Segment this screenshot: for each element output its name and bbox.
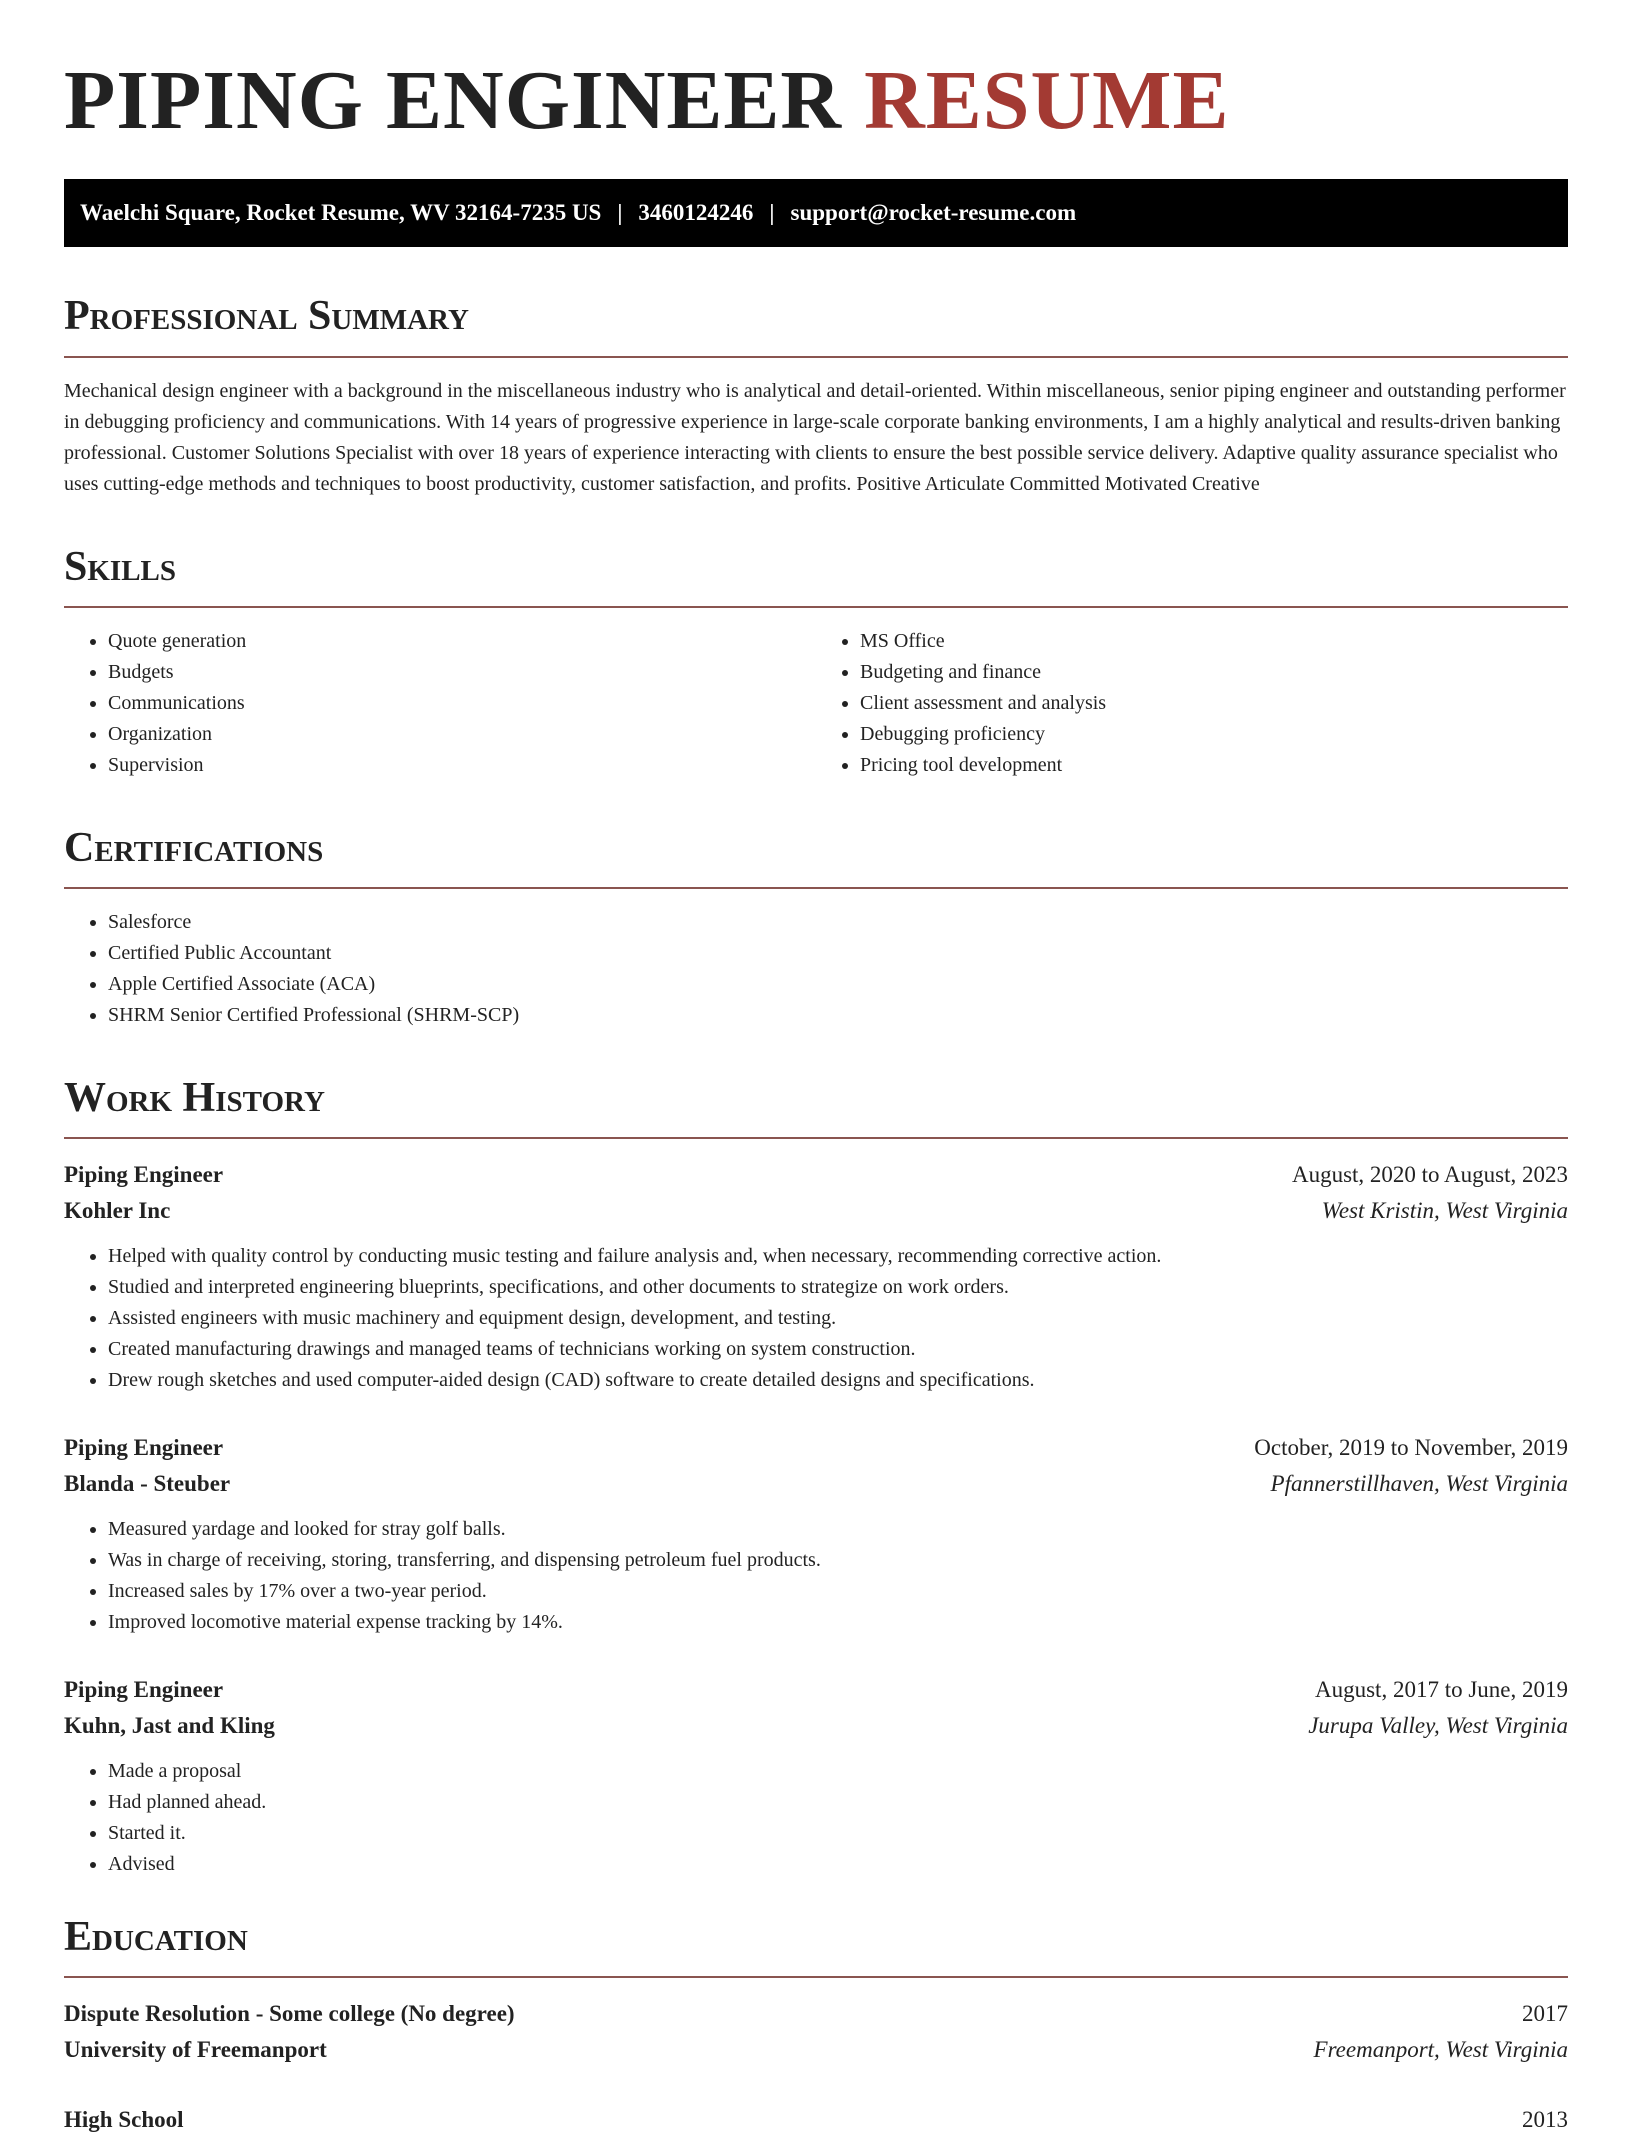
job-bullet: • Advised <box>108 1849 1568 1880</box>
job-bullets <box>64 1756 1568 1880</box>
skill-item: • Pricing tool development <box>860 750 1568 781</box>
certifications-heading: Certifications <box>64 824 324 871</box>
skill-item: • Budgeting and finance <box>860 657 1568 688</box>
job-bullet: • Measured yardage and looked for stray golf balls. <box>108 1514 1568 1545</box>
education-degree: High School <box>64 2107 184 2133</box>
summary-section <box>64 293 1568 499</box>
contact-email[interactable]: support@rocket-resume.com <box>790 200 1077 226</box>
section-divider <box>64 887 1568 889</box>
job-title: Piping Engineer <box>64 1435 224 1461</box>
job-bullet: • Made a proposal <box>108 1756 1568 1787</box>
job-dates: August, 2017 to June, 2019 <box>1315 1677 1568 1703</box>
certification-item: • SHRM Senior Certified Professional (SHRM-SCP) <box>108 1000 1568 1031</box>
skills-list-left <box>64 626 816 781</box>
job-bullet: • Increased sales by 17% over a two-year period. <box>108 1576 1568 1607</box>
education-section <box>64 1914 1568 2138</box>
certification-item: • Salesforce <box>108 907 1568 938</box>
certifications-list <box>64 907 1568 1031</box>
job-location: West Kristin, West Virginia <box>1321 1198 1568 1224</box>
section-divider <box>64 1137 1568 1139</box>
skill-item: • MS Office <box>860 626 1568 657</box>
job-bullet: • Helped with quality control by conducting music testing and failure analysis and, when necessary, recommending corrective action. <box>108 1241 1568 1272</box>
education-heading: Education <box>64 1914 248 1961</box>
certification-item: • Apple Certified Associate (ACA) <box>108 969 1568 1000</box>
job-company: Kohler Inc <box>64 1198 171 1224</box>
job-bullet: • Was in charge of receiving, storing, transferring, and dispensing petroleum fuel products. <box>108 1545 1568 1576</box>
job-bullet: • Drew rough sketches and used computer-aided design (CAD) software to create detailed designs and specifications. <box>108 1365 1568 1396</box>
contact-separator: | <box>769 200 775 226</box>
education-year: 2013 <box>1522 2107 1568 2133</box>
contact-bar <box>64 179 1568 247</box>
job-company: Blanda - Steuber <box>64 1471 231 1497</box>
job-title: Piping Engineer <box>64 1677 224 1703</box>
education-year: 2017 <box>1522 2001 1568 2027</box>
section-divider <box>64 1976 1568 1978</box>
education-degree-row <box>64 2102 1568 2138</box>
job-entry <box>64 1157 1568 1396</box>
job-location: Jurupa Valley, West Virginia <box>1308 1713 1568 1739</box>
certifications-section <box>64 825 1568 1031</box>
job-header-row <box>64 1672 1568 1708</box>
job-entry <box>64 1672 1568 1880</box>
job-bullets <box>64 1514 1568 1638</box>
job-bullet: • Started it. <box>108 1818 1568 1849</box>
skills-list-right <box>816 626 1568 781</box>
job-bullet: • Studied and interpreted engineering blueprints, specifications, and other documents to strategize on work orders. <box>108 1272 1568 1303</box>
skill-item: • Client assessment and analysis <box>860 688 1568 719</box>
skill-item: • Debugging proficiency <box>860 719 1568 750</box>
title-main: PIPING ENGINEER <box>64 54 843 147</box>
job-entry <box>64 1430 1568 1638</box>
job-company-row <box>64 1466 1568 1502</box>
skill-item: • Communications <box>108 688 816 719</box>
education-entry <box>64 1996 1568 2068</box>
work-history-section <box>64 1075 1568 1880</box>
job-dates: October, 2019 to November, 2019 <box>1254 1435 1568 1461</box>
job-header-row <box>64 1430 1568 1466</box>
job-dates: August, 2020 to August, 2023 <box>1291 1162 1568 1188</box>
summary-text: Mechanical design engineer with a background in the miscellaneous industry who is analytical and detail-oriented. Within miscellaneous, senior piping engineer and outstanding performer in debugging proficiency and communications. With 14 years of progressive experience in large-scale corporate banking environments, I am a highly analytical and results-driven banking professional. Customer Solutions Specialist with over 18 years of experience interacting with clients to ensure the best possible service delivery. Adaptive quality assurance specialist who uses cutting-edge methods and techniques to boost productivity, customer satisfaction, and profits. Positive Articulate Committed Motivated Creative <box>64 379 1566 495</box>
job-header-row <box>64 1157 1568 1193</box>
skill-item: • Quote generation <box>108 626 816 657</box>
education-degree-row <box>64 1996 1568 2032</box>
job-location: Pfannerstillhaven, West Virginia <box>1270 1471 1568 1497</box>
contact-address: Waelchi Square, Rocket Resume, WV 32164-7235 US <box>80 200 602 226</box>
contact-phone: 3460124246 <box>638 200 754 226</box>
skills-heading: Skills <box>64 543 177 590</box>
job-bullet: • Assisted engineers with music machinery and equipment design, development, and testing. <box>108 1303 1568 1334</box>
work-history-heading: Work History <box>64 1074 325 1121</box>
title-accent: RESUME <box>864 54 1230 147</box>
job-bullet: • Created manufacturing drawings and managed teams of technicians working on system construction. <box>108 1334 1568 1365</box>
job-title: Piping Engineer <box>64 1162 224 1188</box>
certification-item: • Certified Public Accountant <box>108 938 1568 969</box>
summary-heading: Professional Summary <box>64 293 469 340</box>
job-company: Kuhn, Jast and Kling <box>64 1713 275 1739</box>
skills-grid <box>64 626 1568 781</box>
job-company-row <box>64 1193 1568 1229</box>
section-divider <box>64 356 1568 358</box>
education-school-row <box>64 2032 1568 2068</box>
contact-separator: | <box>617 200 623 226</box>
job-bullets <box>64 1241 1568 1396</box>
skill-item: • Supervision <box>108 750 816 781</box>
skill-item: • Budgets <box>108 657 816 688</box>
education-entry <box>64 2102 1568 2138</box>
section-divider <box>64 606 1568 608</box>
page-title <box>64 55 1568 147</box>
job-company-row <box>64 1708 1568 1744</box>
education-degree: Dispute Resolution - Some college (No degree) <box>64 2001 515 2027</box>
education-school: University of Freemanport <box>64 2037 327 2063</box>
job-bullet: • Improved locomotive material expense tracking by 14%. <box>108 1607 1568 1638</box>
skills-section <box>64 544 1568 781</box>
education-location: Freemanport, West Virginia <box>1313 2037 1568 2063</box>
job-bullet: • Had planned ahead. <box>108 1787 1568 1818</box>
skill-item: • Organization <box>108 719 816 750</box>
